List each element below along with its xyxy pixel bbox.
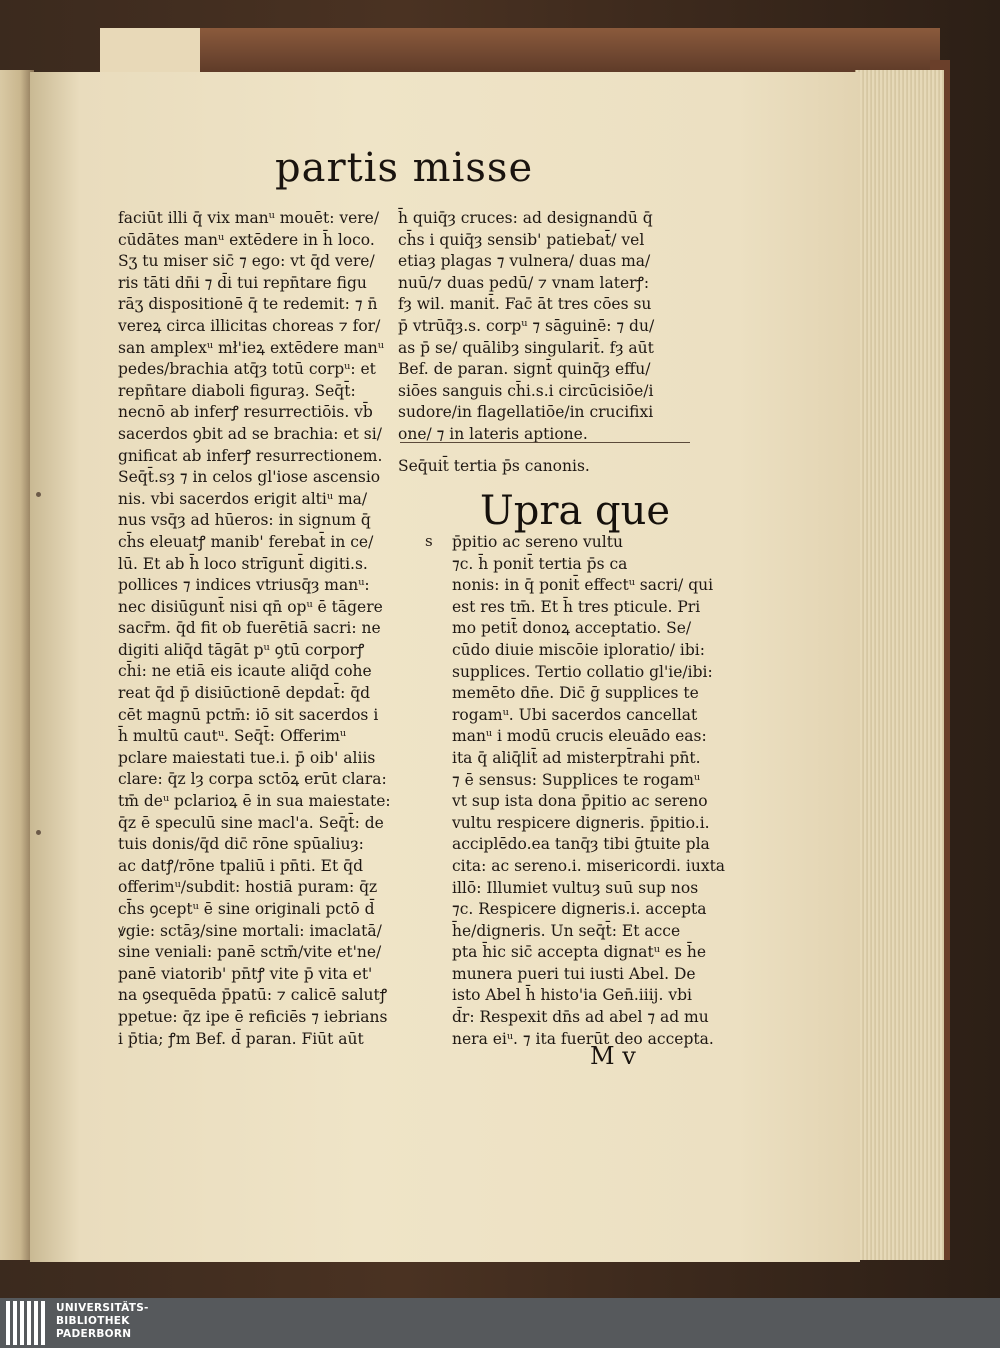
left-text-column: [118, 208, 396, 1050]
text-line: offerimᵘ/subdit: hostiā puram: q̄z: [118, 878, 378, 897]
text-line: nonis: in q̄ ponit̄ effectᵘ sacri/ qui: [452, 576, 714, 595]
text-line: Sʒ tu miser sic̄ ⁊ ego: vt q̄d vere/: [118, 252, 375, 271]
text-line: munera pueri tui iusti Abel. De: [452, 964, 696, 983]
text-line: rāʒ dispositionē q̄ te redemit: ⁊ n̄: [118, 295, 378, 314]
text-line: na ꝯsequēda p̄patū: ⁊ calicē salutꝭ: [118, 986, 388, 1005]
text-line: siōes sanguis ch̄i.s.i circūcisiōe/i: [398, 381, 654, 400]
section-heading-text: Seq̄uit̄ tertia p̄s canonis.: [398, 457, 590, 475]
text-line: nera eiᵘ. ⁊ ita fuerūt deo accepta.: [452, 1029, 714, 1048]
text-line: Bef. de paran. signt̄ quinq̄ȝ effu/: [398, 360, 651, 379]
text-line: ita q̄ aliq̄lit̄ ad misterpt̄rahi pn̄t.: [452, 748, 701, 767]
text-line: d̄r: Respexit dn̄s ad abel ⁊ ad mu: [452, 1008, 709, 1027]
text-line: sacr̄m. q̄d fit ob fuerētiā sacri: ne: [118, 619, 381, 638]
text-line: pollices ⁊ indices vtriusq̄ȝ manᵘ:: [118, 576, 370, 595]
text-line: tuis donis/q̄d dic̄ rōne spūaliuȝ:: [118, 835, 364, 854]
left-page-edge: [0, 70, 34, 1260]
text-line: sine veniali: panē sctm̄/vite et'ne/: [118, 943, 382, 962]
text-line: cūdo diuie miscōie iploratio/ ibi:: [452, 640, 705, 659]
text-line: p̄ vtrūq̄ȝ.s. corpᵘ ⁊ sāguinē: ⁊ du/: [398, 316, 655, 335]
text-line: ꝟgie: sctāȝ/sine mortali: imaclatā/: [118, 921, 382, 940]
text-line: ch̄s i quiq̄ȝ sensib' patiebat̄/ vel: [398, 230, 645, 249]
text-line: ⁊c. h̄ ponit̄ tertia p̄s ca: [452, 554, 628, 573]
text-line: acciplēdo.ea tanq̄ȝ tibi ḡtuite pla: [452, 835, 710, 854]
text-line: lū. Et ab h̄ loco strīgunt̄ digiti.s.: [118, 554, 368, 573]
text-line: etiaȝ plagas ⁊ vulnera/ duas ma/: [398, 252, 651, 271]
text-line: ⁊ ē sensus: Supplices te rogamᵘ: [452, 770, 701, 789]
text-line: pclare maiestati tue.i. p̄ oib' aliis: [118, 748, 376, 767]
signature-mark: M v: [590, 1042, 636, 1070]
text-line: Seq̄t̄.sȝ ⁊ in celos gl'iose ascensio: [118, 468, 381, 487]
text-line: nus vsq̄ȝ ad hūeros: in signum q̄: [118, 511, 371, 530]
text-line: i p̄tia; ꝭm Bef. d̄ paran. Fiūt aūt: [118, 1029, 364, 1048]
text-line: pta h̄ic sic̄ accepta dignatᵘ es h̄e: [452, 943, 707, 962]
text-line: tm̄ deᵘ pclarioꝝ ē in sua maiestate:: [118, 792, 391, 811]
text-line: sacerdos ꝯbit ad se brachia: et si/: [118, 424, 382, 443]
text-line: vultu respicere digneris. p̄pitio.i.: [452, 813, 710, 832]
section-heading: [398, 456, 683, 478]
text-line: ch̄s eleuatꝭ manib' ferebat̄ in ce/: [118, 532, 374, 551]
text-line: isto Abel h̄ histo'ia Gen̄.iiij. vbi: [452, 986, 692, 1005]
text-line: necnō ab inferꝭ resurrectiōis. vb̄: [118, 403, 373, 422]
text-line: supplices. Tertio collatio gl'ie/ibi:: [452, 662, 713, 681]
text-line: illō: Illumiet vultuȝ suū sup nos: [452, 878, 699, 897]
text-line: faciūt illi q̄ vix manᵘ mouēt: vere/: [118, 209, 380, 227]
text-line: memēto dn̄e. Dic̄ ḡ supplices te: [452, 684, 699, 703]
text-line: nec disiūgunt̄ nisi qn̄ opᵘ ē tāgere: [118, 597, 383, 616]
library-name-line2: BIBLIOTHEK: [56, 1315, 130, 1327]
text-line: manᵘ i modū crucis eleuādo eas:: [452, 727, 707, 746]
running-head: partis misse: [275, 145, 534, 191]
margin-dot: [36, 830, 41, 835]
text-line: ppetue: q̄z ipe ē reficiēs ⁊ iebrians: [118, 1007, 388, 1026]
right-text-column-bottom: [452, 532, 726, 1050]
text-line: fȝ wil. manit̄. Fac̄ āt tres cōes su: [398, 295, 652, 314]
text-line: ch̄s ꝯceptᵘ ē sine originali pctō d̄: [118, 900, 375, 918]
text-line: pedes/brachia atq̄ȝ totū corpᵘ: et: [118, 360, 376, 379]
text-line: ac datꝭ/rōne tpaliū i pn̄ti. Et q̄d: [118, 856, 363, 875]
text-line: vt sup ista dona p̄pitio ac sereno: [452, 792, 708, 811]
text-line: sudore/in flagellatiōe/in crucifixi: [398, 403, 654, 422]
text-line: panē viatorib' pn̄tꝭ vite p̄ vita et': [118, 964, 373, 983]
text-line: h̄e/digneris. Un seq̄t̄: Et acce: [452, 921, 681, 940]
text-line: p̄pitio ac sereno vultu: [452, 533, 623, 551]
library-name[interactable]: [56, 1302, 149, 1341]
text-line: one/ ⁊ in lateris aptione.: [398, 424, 588, 443]
text-line: nuū/⁊ duas pedū/ ⁊ vnam laterꝭ:: [398, 273, 650, 292]
text-line: digiti aliq̄d tāgāt pᵘ ꝯtū corporꝭ: [118, 640, 365, 659]
text-line: repn̄tare diaboli figuraȝ. Seq̄t̄:: [118, 381, 356, 400]
text-line: reat q̄d p̄ disiūctionē depdat̄: q̄d: [118, 684, 371, 703]
text-line: clare: q̄z lȝ corpa sctōꝝ erūt clara:: [118, 770, 387, 789]
text-line: nis. vbi sacerdos erigit altiᵘ ma/: [118, 489, 368, 508]
decorated-initial-line: Upra que: [480, 488, 671, 534]
text-line: h̄ quiq̄ȝ cruces: ad designandū q̄: [398, 209, 653, 227]
library-name-line1: UNIVERSITÄTS-: [56, 1302, 149, 1314]
text-line: cūdātes manᵘ extēdere in h̄ loco.: [118, 230, 375, 249]
binding-top: [180, 28, 940, 76]
footer-bar: [0, 1298, 1000, 1348]
text-line: gnificat ab inferꝭ resurrectionem.: [118, 446, 383, 465]
text-line: ris tāti dn̄i ⁊ d̄i tui repn̄tare figu: [118, 273, 367, 292]
margin-dot: [36, 492, 41, 497]
text-line: ⁊c. Respicere digneris.i. accepta: [452, 900, 707, 919]
text-line: rogamᵘ. Ubi sacerdos cancellat: [452, 705, 698, 724]
library-name-line3: PADERBORN: [56, 1328, 132, 1340]
text-line: vereꝝ circa illicitas choreas ⁊ for/: [118, 316, 381, 335]
text-line: san amplexᵘ mł'ieꝝ extēdere manᵘ: [118, 338, 384, 357]
text-line: mo petit̄ donoꝝ acceptatio. Se/: [452, 619, 692, 638]
page-fore-edge: [855, 70, 944, 1260]
text-line: cita: ac sereno.i. misericordi. iuxta: [452, 856, 726, 875]
library-logo-icon: [6, 1301, 46, 1345]
text-line: h̄ multū cautᵘ. Seq̄t̄: Offerimᵘ: [118, 727, 347, 746]
text-line: q̄z ē speculū sine macl'a. Seq̄t̄: de: [118, 813, 384, 832]
text-line: cēt magnū pctm̄: iō sit sacerdos i: [118, 705, 379, 724]
text-line: ch̄i: ne etiā eis icaute aliq̄d cohe: [118, 662, 372, 681]
hand-underline: [400, 400, 690, 443]
marginal-letter: s: [425, 532, 433, 550]
text-line: est res tm̄. Et h̄ tres pticule. Pri: [452, 597, 701, 616]
text-line: as p̄ se/ quālibȝ singularit̄. fȝ aūt: [398, 338, 654, 357]
